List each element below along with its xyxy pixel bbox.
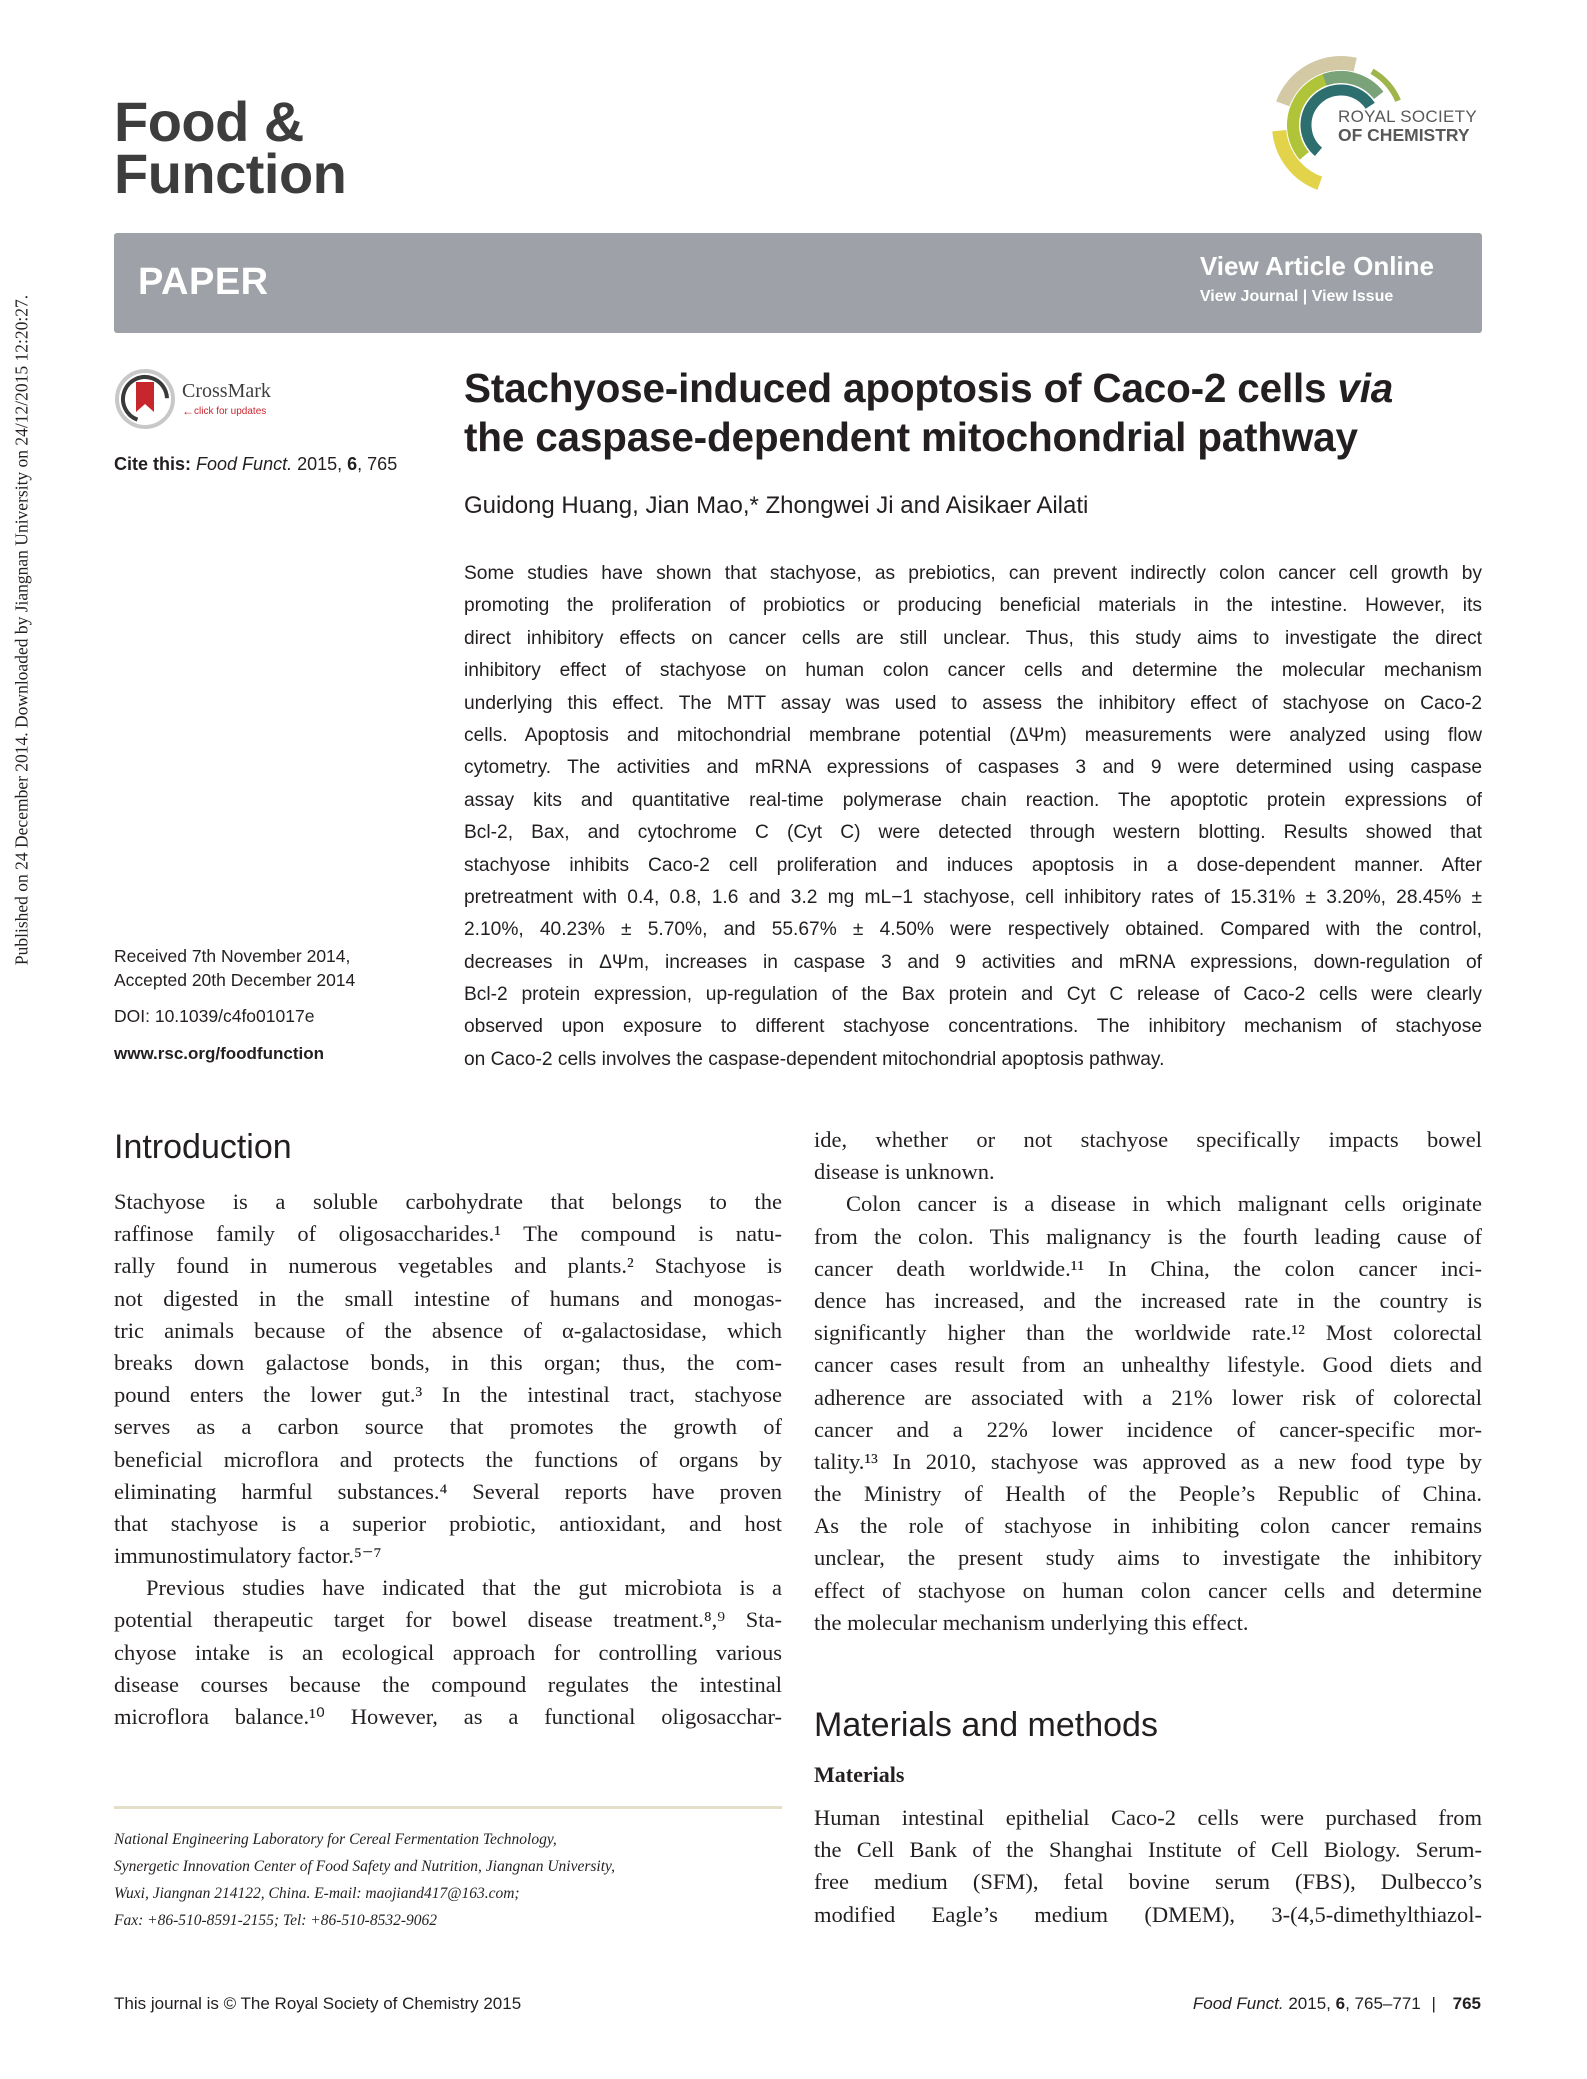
abstract-line: decreases in ΔΨm, increases in caspase 3 and 9 activities and mRNA expressions, down-regulation of — [464, 951, 1482, 973]
abstract-line: inhibitory effect of stachyose on human colon cancer cells and determine the molecular mechanism — [464, 660, 1482, 682]
body-line: the Ministry of Health of the People’s Republic of China. — [814, 1481, 1482, 1507]
introduction-right-column — [814, 1124, 1482, 1639]
abstract-line: cells. Apoptosis and mitochondrial membrane potential (ΔΨm) measurements were analyzed using flow — [464, 724, 1482, 746]
body-line: Previous studies have indicated that the gut microbiota is a — [146, 1575, 782, 1601]
body-line: tric animals because of the absence of α-galactosidase, which — [114, 1317, 782, 1343]
crossmark-sublabel: click for updates — [194, 406, 267, 417]
body-line: cancer and a 22% lower incidence of cancer-specific mor- — [814, 1416, 1482, 1442]
abstract-line: Some studies have shown that stachyose, as prebiotics, can prevent indirectly colon cancer cell growth by — [464, 563, 1482, 584]
view-journal-link[interactable]: View Journal — [1199, 288, 1299, 305]
body-line: the molecular mechanism underlying this effect. — [814, 1609, 1249, 1635]
affiliation-line: Fax: +86-510-8591-2155; Tel: +86-510-8532-9062 — [114, 1912, 437, 1929]
body-line: dence has increased, and the increased rate in the country is — [814, 1287, 1482, 1313]
body-line: cancer death worldwide.¹¹ In China, the colon cancer inci- — [814, 1255, 1482, 1281]
view-issue-link[interactable]: View Issue — [1311, 288, 1394, 305]
introduction-left-column — [114, 1186, 782, 1733]
affiliation-divider — [114, 1806, 782, 1809]
body-line: the Cell Bank of the Shanghai Institute of Cell Biology. Serum- — [814, 1837, 1482, 1863]
footer-journal: Food Funct. — [1192, 1994, 1284, 2013]
materials-text — [814, 1802, 1482, 1931]
body-line: significantly higher than the worldwide rate.¹² Most colorectal — [814, 1320, 1482, 1346]
affiliation-line: Wuxi, Jiangnan 214122, China. E-mail: maojiand417@163.com; — [114, 1885, 520, 1902]
abstract-line: stachyose inhibits Caco-2 cell proliferation and induces apoptosis in a dose-dependent manner. After — [464, 854, 1482, 876]
rsc-logo — [1268, 52, 1498, 198]
rsc-logo-line2: OF CHEMISTRY — [1338, 125, 1470, 145]
body-line: tality.¹³ In 2010, stachyose was approved as a new food type by — [814, 1448, 1482, 1474]
crossmark-arrow-icon: ← — [182, 404, 194, 418]
article-title-line1: Stachyose-induced apoptosis of Caco-2 cells — [464, 365, 1338, 411]
body-line: eliminating harmful substances.⁴ Several reports have proven — [114, 1478, 782, 1504]
page-number: 765 — [1452, 1994, 1481, 2013]
body-line: As the role of stachyose in inhibiting colon cancer remains — [814, 1513, 1482, 1539]
materials-subheading: Materials — [814, 1762, 905, 1787]
body-line: from the colon. This malignancy is the fourth leading cause of — [814, 1223, 1482, 1249]
banner-link-divider: | — [1302, 288, 1308, 305]
body-line: unclear, the present study aims to investigate the inhibitory — [814, 1545, 1482, 1571]
body-line: breaks down galactose bonds, in this organ; thus, the com- — [114, 1349, 782, 1375]
article-title — [464, 364, 1484, 462]
footer-citation — [1193, 1994, 1481, 2014]
journal-title — [114, 90, 347, 205]
view-article-online-link[interactable]: View Article Online — [1199, 251, 1434, 281]
cite-label: Cite this: — [114, 454, 192, 474]
abstract-line: direct inhibitory effects on cancer cells are still unclear. Thus, this study aims to investigate the direct — [464, 627, 1482, 649]
materials-methods-heading: Materials and methods — [814, 1706, 1158, 1744]
abstract-line: underlying this effect. The MTT assay was used to assess the inhibitory effect of stachyose on Caco-2 — [464, 692, 1482, 714]
abstract-line: observed upon exposure to different stachyose concentrations. The inhibitory mechanism of stachyose — [464, 1016, 1482, 1038]
cite-year: 2015, — [297, 454, 343, 474]
body-line: rally found in numerous vegetables and plants.² Stachyose is — [114, 1253, 782, 1279]
crossmark-icon — [114, 368, 176, 430]
body-line: disease courses because the compound regulates the intestinal — [114, 1671, 782, 1697]
body-line: immunostimulatory factor.⁵⁻⁷ — [114, 1543, 382, 1569]
body-line: microflora balance.¹⁰ However, as a functional oligosacchar- — [114, 1704, 782, 1729]
citation — [114, 454, 397, 475]
abstract-line: promoting the proliferation of probiotics or producing beneficial materials in the intestine. However, its — [464, 595, 1482, 617]
crossmark-badge[interactable] — [114, 368, 314, 430]
download-stamp — [0, 0, 44, 1260]
body-line: Human intestinal epithelial Caco-2 cells were purchased from — [814, 1805, 1482, 1830]
banner-sub-links — [1200, 288, 1434, 306]
footer-pages: , 765–771 — [1345, 1994, 1421, 2013]
received-date: Received 7th November 2014, — [114, 946, 351, 966]
abstract-line: Bcl-2 protein expression, up-regulation of the Bax protein and Cyt C release of Caco-2 cells were clearly — [464, 984, 1482, 1006]
body-line: cancer cases result from an unhealthy lifestyle. Good diets and — [814, 1352, 1482, 1378]
body-line: raffinose family of oligosaccharides.¹ The compound is natu- — [114, 1221, 782, 1247]
introduction-heading: Introduction — [114, 1128, 292, 1166]
affiliation-line: National Engineering Laboratory for Cereal Fermentation Technology, — [114, 1831, 557, 1848]
article-dates — [114, 944, 355, 1066]
body-line: beneficial microflora and protects the functions of organs by — [114, 1446, 782, 1472]
cite-journal: Food Funct. — [196, 454, 293, 474]
download-stamp-text: Published on 24 December 2014. Downloaded by Jiangnan University on 24/12/2015 12:20:27. — [11, 294, 32, 966]
abstract-line: 2.10%, 40.23% ± 5.70%, and 55.67% ± 4.50% were respectively obtained. Compared with the control, — [464, 919, 1482, 941]
crossmark-label: CrossMark — [182, 380, 271, 402]
rsc-logo-text — [1338, 108, 1477, 144]
footer-year: 2015, — [1288, 1994, 1331, 2013]
journal-title-line2: Function — [114, 142, 347, 205]
banner-links — [1200, 251, 1434, 306]
body-line: adherence are associated with a 21% lower risk of colorectal — [814, 1384, 1482, 1410]
body-line: serves as a carbon source that promotes the growth of — [114, 1414, 782, 1440]
accepted-date: Accepted 20th December 2014 — [114, 970, 356, 990]
footer-separator: | — [1431, 1994, 1436, 2013]
body-line: modified Eagle’s medium (DMEM), 3-(4,5-dimethylthiazol- — [814, 1901, 1482, 1927]
body-line: Stachyose is a soluble carbohydrate that belongs to the — [114, 1189, 782, 1214]
journal-title-line1: Food & — [114, 90, 304, 153]
body-line: that stachyose is a superior probiotic, antioxidant, and host — [114, 1510, 782, 1536]
abstract — [464, 558, 1482, 1076]
cite-volume: 6 — [347, 454, 358, 474]
article-title-italic: via — [1337, 365, 1394, 411]
article-title-line2: the caspase-dependent mitochondrial pathway — [464, 414, 1358, 460]
body-line: not digested in the small intestine of humans and monogas- — [114, 1285, 782, 1311]
article-type-label: PAPER — [138, 261, 269, 303]
article-type-banner — [114, 233, 1482, 333]
body-line: Colon cancer is a disease in which malignant cells originate — [846, 1191, 1482, 1217]
body-line: pound enters the lower gut.³ In the intestinal tract, stachyose — [114, 1382, 782, 1408]
affiliation-line: Synergetic Innovation Center of Food Safety and Nutrition, Jiangnan University, — [114, 1858, 615, 1875]
abstract-line: pretreatment with 0.4, 0.8, 1.6 and 3.2 mg mL−1 stachyose, cell inhibitory rates of 15.31% ± 3.20%, 28.45% ± — [464, 886, 1482, 908]
journal-website-link[interactable]: www.rsc.org/foodfunction — [114, 1044, 324, 1063]
abstract-line: Bcl-2, Bax, and cytochrome C (Cyt C) were detected through western blotting. Results showed that — [464, 822, 1482, 844]
footer-volume: 6 — [1335, 1994, 1346, 2013]
abstract-line: assay kits and quantitative real-time polymerase chain reaction. The apoptotic protein expressions of — [464, 789, 1482, 811]
affiliation-note — [114, 1826, 794, 1934]
body-line: effect of stachyose on human colon cancer cells and determine — [814, 1577, 1482, 1603]
abstract-line: on Caco-2 cells involves the caspase-dependent mitochondrial apoptosis pathway. — [464, 1048, 1165, 1070]
author-list: Guidong Huang, Jian Mao,* Zhongwei Ji and Aisikaer Ailati — [464, 492, 1089, 519]
doi[interactable]: DOI: 10.1039/c4fo01017e — [114, 1006, 315, 1026]
body-line: potential therapeutic target for bowel disease treatment.⁸,⁹ Sta- — [114, 1607, 782, 1633]
body-line: chyose intake is an ecological approach for controlling various — [114, 1639, 782, 1665]
body-line: ide, whether or not stachyose specifically impacts bowel — [814, 1127, 1482, 1152]
cite-page: , 765 — [357, 454, 398, 474]
abstract-line: cytometry. The activities and mRNA expressions of caspases 3 and 9 were determined using caspase — [464, 757, 1482, 779]
body-line: free medium (SFM), fetal bovine serum (FBS), Dulbecco’s — [814, 1869, 1482, 1895]
footer-copyright: This journal is © The Royal Society of Chemistry 2015 — [114, 1994, 522, 2013]
rsc-logo-line1: ROYAL SOCIETY — [1338, 107, 1477, 126]
body-line: disease is unknown. — [814, 1159, 995, 1185]
